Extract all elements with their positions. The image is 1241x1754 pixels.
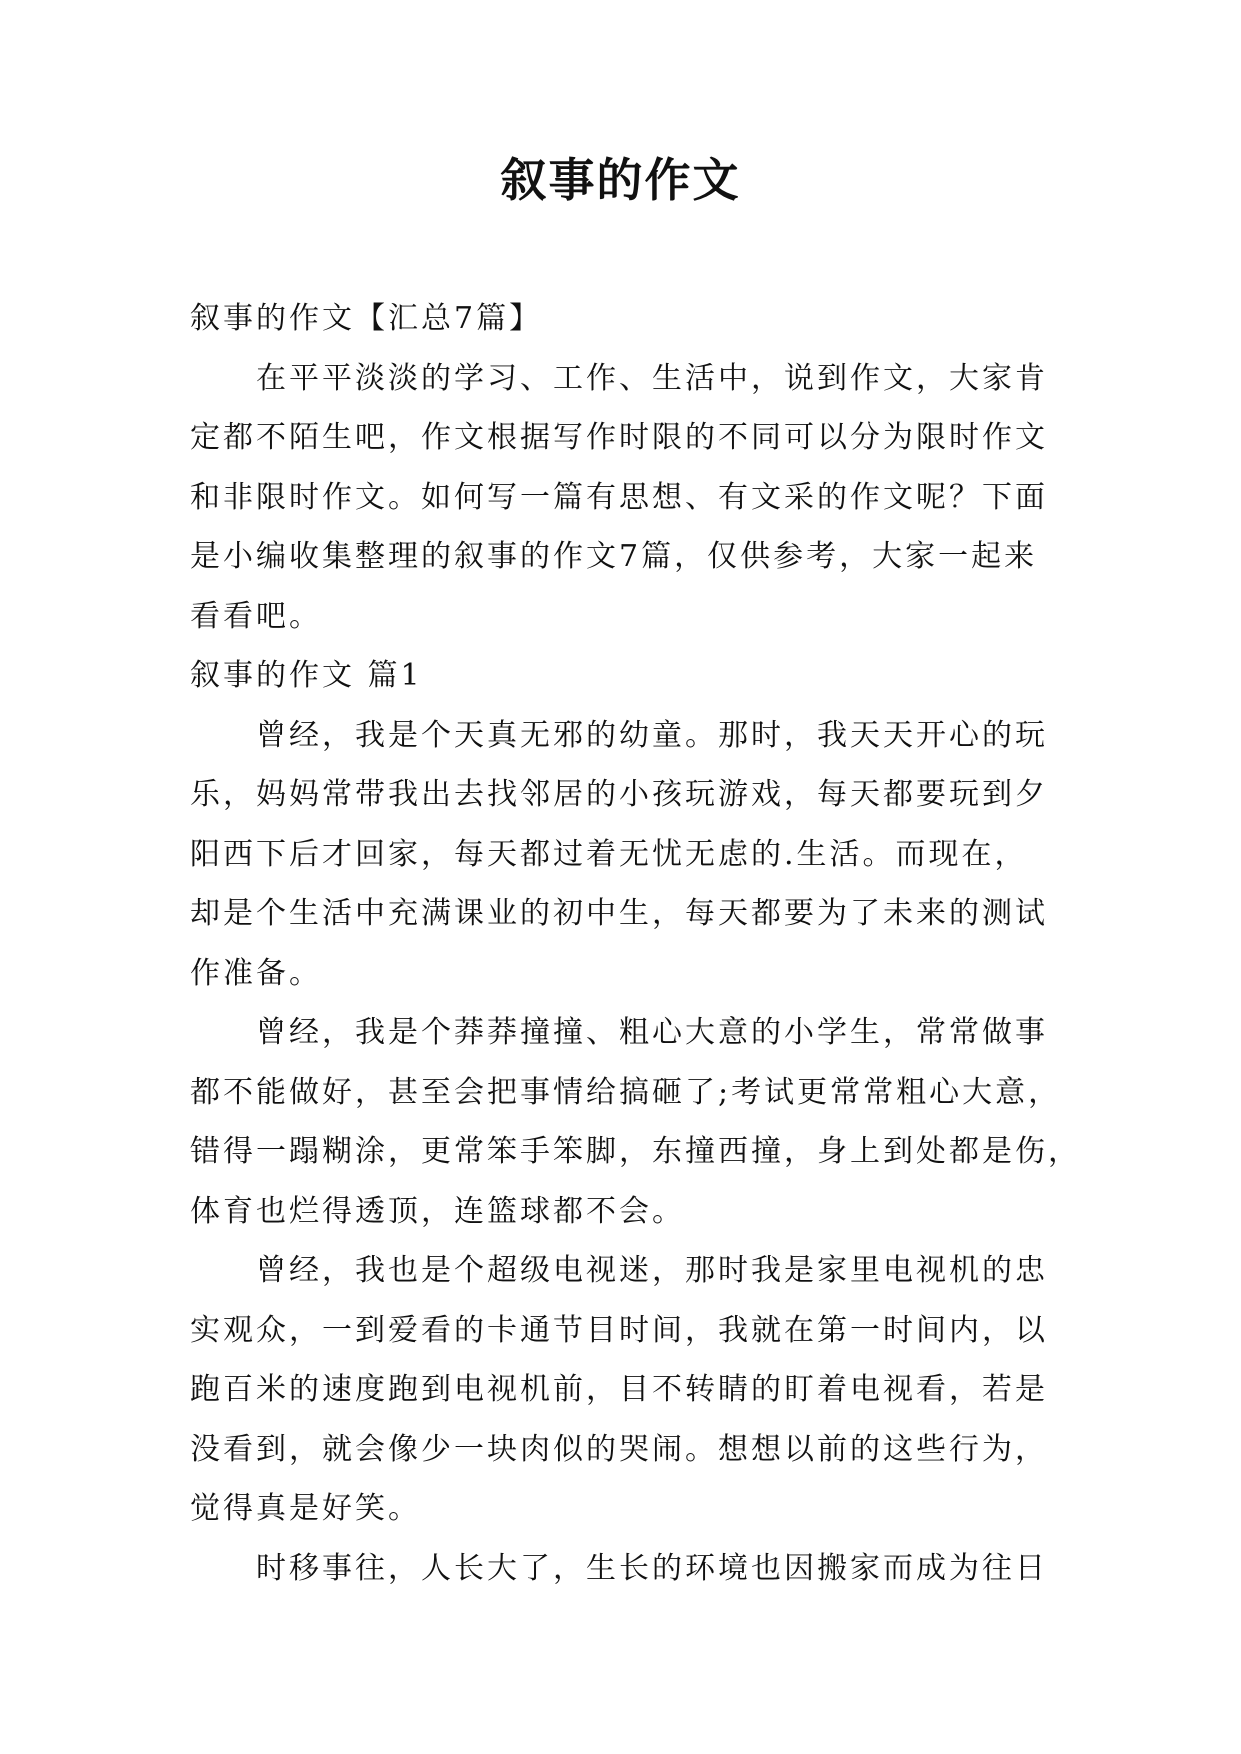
text-line: 却是个生活中充满课业的初中生，每天都要为了未来的测试 xyxy=(190,896,1048,931)
text-line: 都不能做好，甚至会把事情给搞砸了;考试更常常粗心大意， xyxy=(190,1074,1062,1110)
text-line: 跑百米的速度跑到电视机前，目不转睛的盯着电视看，若是 xyxy=(190,1372,1048,1407)
text-line: 乐，妈妈常带我出去找邻居的小孩玩游戏，每天都要玩到夕 xyxy=(190,777,1048,812)
text-line: 体育也烂得透顶，连篮球都不会。 xyxy=(190,1193,685,1229)
text-line: 看看吧。 xyxy=(190,598,322,634)
text-line: 曾经，我是个天真无邪的幼童。那时，我天天开心的玩 xyxy=(256,717,1048,753)
document-title: 叙事的作文 xyxy=(500,153,741,207)
text-line: 曾经，我也是个超级电视迷，那时我是家里电视机的忠 xyxy=(256,1253,1048,1288)
text-line: 定都不陌生吧，作文根据写作时限的不同可以分为限时作文 xyxy=(190,420,1048,455)
text-line: 时移事往，人长大了，生长的环境也因搬家而成为往日 xyxy=(256,1550,1048,1586)
text-line: 和非限时作文。如何写一篇有思想、有文采的作文呢？下面 xyxy=(190,479,1048,515)
text-line: 叙事的作文 篇1 xyxy=(190,658,423,693)
text-line: 叙事的作文【汇总7篇】 xyxy=(190,301,543,336)
text-line: 觉得真是好笑。 xyxy=(190,1491,421,1526)
text-line: 错得一蹋糊涂，更常笨手笨脚，东撞西撞，身上到处都是伤， xyxy=(190,1134,1081,1169)
text-line: 曾经，我是个莽莽撞撞、粗心大意的小学生，常常做事 xyxy=(256,1015,1048,1050)
document-body xyxy=(190,289,1081,1598)
text-line: 作准备。 xyxy=(190,955,322,991)
text-line: 没看到，就会像少一块肉似的哭闹。想想以前的这些行为， xyxy=(190,1431,1048,1467)
text-line: 在平平淡淡的学习、工作、生活中，说到作文，大家肯 xyxy=(256,360,1048,396)
text-line: 阳西下后才回家，每天都过着无忧无虑的.生活。而现在， xyxy=(190,836,1028,872)
text-line: 实观众，一到爱看的卡通节目时间，我就在第一时间内，以 xyxy=(190,1312,1048,1348)
text-line: 是小编收集整理的叙事的作文7篇，仅供参考，大家一起来 xyxy=(190,539,1038,574)
